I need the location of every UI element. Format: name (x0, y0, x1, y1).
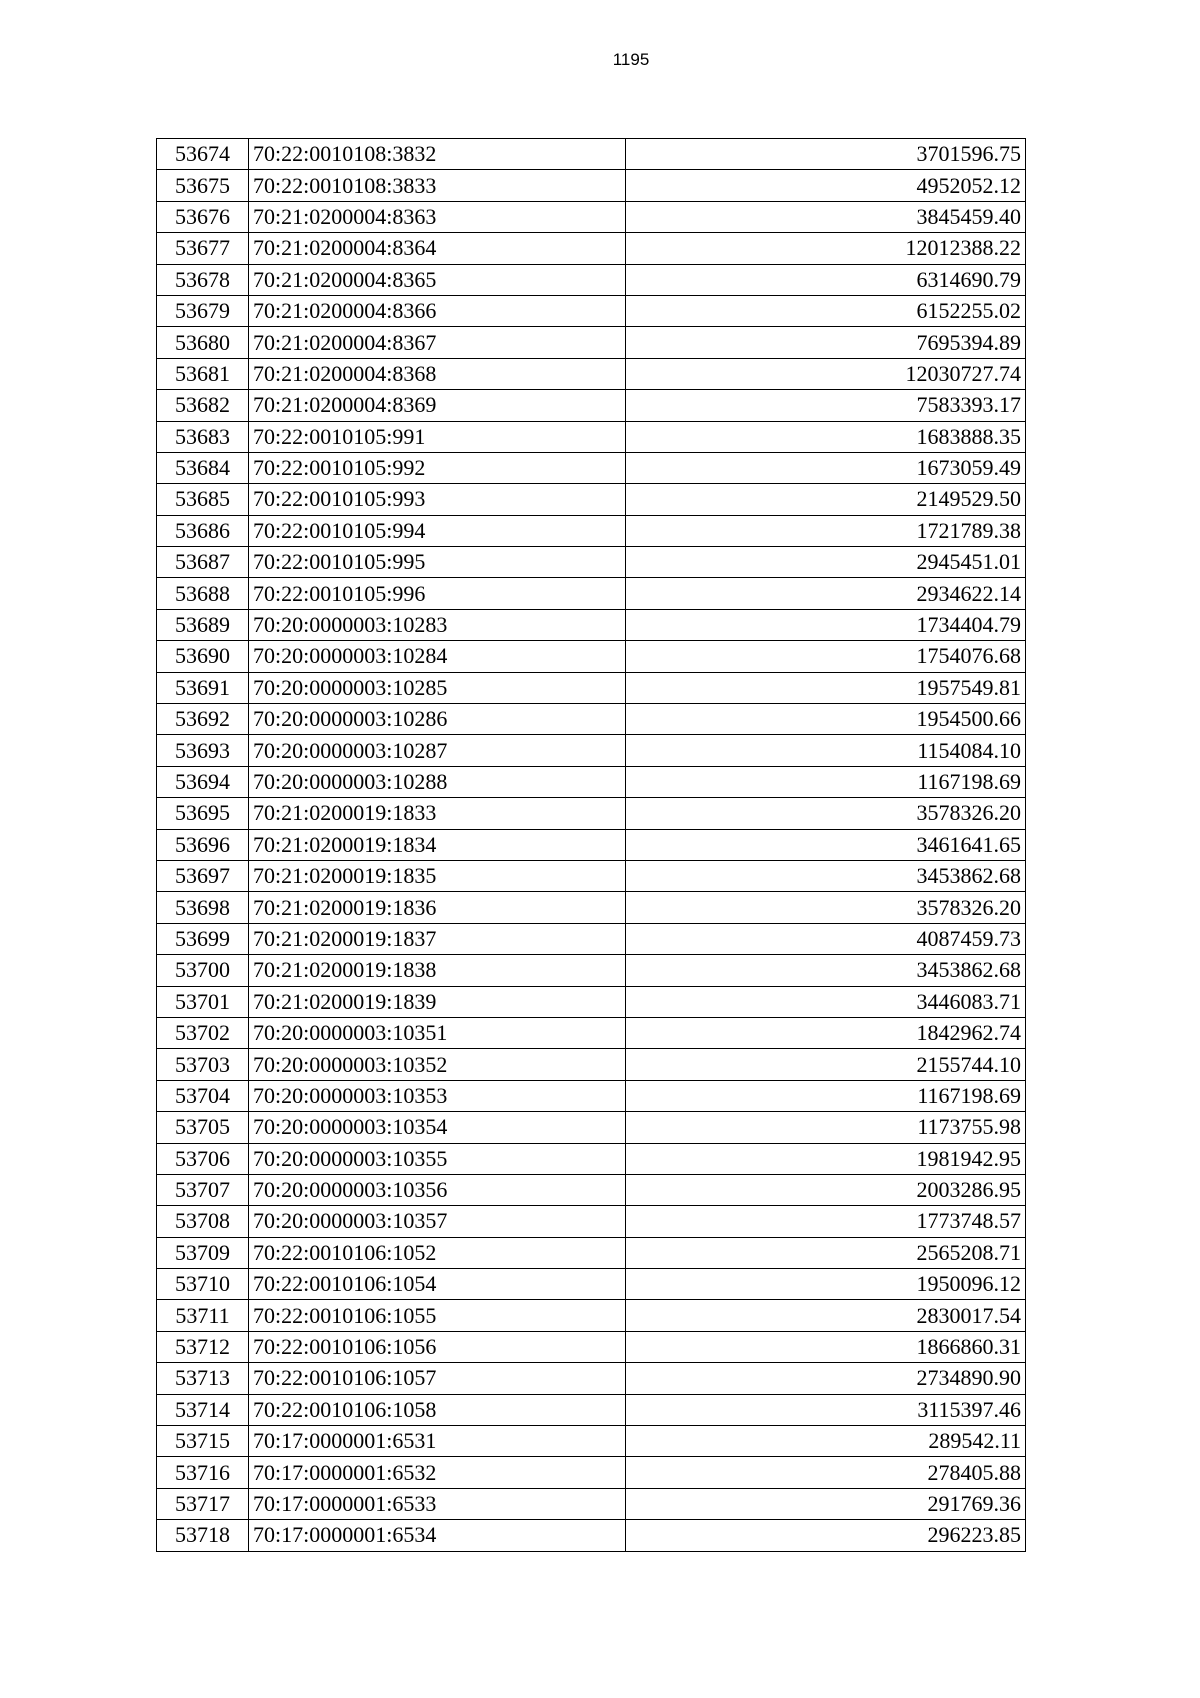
cadastral-value-cell: 2565208.71 (626, 1237, 1026, 1268)
cadastral-number-cell: 70:17:0000001:6531 (249, 1426, 626, 1457)
cadastral-value-cell: 1957549.81 (626, 672, 1026, 703)
cadastral-value-cell: 1167198.69 (626, 1080, 1026, 1111)
cadastral-value-cell: 3446083.71 (626, 986, 1026, 1017)
cadastral-number-cell: 70:22:0010106:1055 (249, 1300, 626, 1331)
cadastral-number-cell: 70:22:0010106:1052 (249, 1237, 626, 1268)
table-row (157, 1237, 1026, 1268)
row-number-cell: 53708 (157, 1206, 249, 1237)
table-row (157, 955, 1026, 986)
cadastral-number-cell: 70:22:0010105:996 (249, 578, 626, 609)
row-number-cell: 53706 (157, 1143, 249, 1174)
cadastral-number-cell: 70:17:0000001:6533 (249, 1488, 626, 1519)
row-number-cell: 53681 (157, 358, 249, 389)
cadastral-value-cell: 4952052.12 (626, 170, 1026, 201)
row-number-cell: 53698 (157, 892, 249, 923)
cadastral-number-cell: 70:20:0000003:10288 (249, 766, 626, 797)
row-number-cell: 53699 (157, 923, 249, 954)
cadastral-value-cell: 1950096.12 (626, 1269, 1026, 1300)
cadastral-number-cell: 70:22:0010105:991 (249, 421, 626, 452)
cadastral-value-cell: 278405.88 (626, 1457, 1026, 1488)
cadastral-number-cell: 70:21:0200019:1838 (249, 955, 626, 986)
row-number-cell: 53691 (157, 672, 249, 703)
table-row (157, 986, 1026, 1017)
table-row (157, 295, 1026, 326)
row-number-cell: 53693 (157, 735, 249, 766)
cadastral-value-cell: 1954500.66 (626, 704, 1026, 735)
cadastral-value-cell: 2149529.50 (626, 484, 1026, 515)
cadastral-number-cell: 70:20:0000003:10352 (249, 1049, 626, 1080)
table-row (157, 515, 1026, 546)
cadastral-value-cell: 3578326.20 (626, 892, 1026, 923)
table-row (157, 1143, 1026, 1174)
cadastral-value-cell: 2734890.90 (626, 1363, 1026, 1394)
row-number-cell: 53716 (157, 1457, 249, 1488)
table-row (157, 264, 1026, 295)
table-row (157, 1394, 1026, 1425)
row-number-cell: 53694 (157, 766, 249, 797)
cadastral-number-cell: 70:21:0200004:8368 (249, 358, 626, 389)
cadastral-number-cell: 70:21:0200004:8366 (249, 295, 626, 326)
cadastral-number-cell: 70:22:0010105:994 (249, 515, 626, 546)
cadastral-value-cell: 1773748.57 (626, 1206, 1026, 1237)
cadastral-number-cell: 70:20:0000003:10283 (249, 609, 626, 640)
table-row (157, 170, 1026, 201)
cadastral-value-cell: 3115397.46 (626, 1394, 1026, 1425)
row-number-cell: 53704 (157, 1080, 249, 1111)
table-row (157, 547, 1026, 578)
cadastral-number-cell: 70:21:0200004:8369 (249, 390, 626, 421)
cadastral-value-cell: 296223.85 (626, 1520, 1026, 1551)
row-number-cell: 53690 (157, 641, 249, 672)
row-number-cell: 53675 (157, 170, 249, 201)
row-number-cell: 53709 (157, 1237, 249, 1268)
cadastral-number-cell: 70:22:0010106:1054 (249, 1269, 626, 1300)
row-number-cell: 53702 (157, 1017, 249, 1048)
row-number-cell: 53712 (157, 1331, 249, 1362)
row-number-cell: 53680 (157, 327, 249, 358)
table-row (157, 1520, 1026, 1551)
table-row (157, 139, 1026, 170)
table-row (157, 1426, 1026, 1457)
row-number-cell: 53711 (157, 1300, 249, 1331)
row-number-cell: 53714 (157, 1394, 249, 1425)
table-row (157, 704, 1026, 735)
cadastral-value-cell: 1981942.95 (626, 1143, 1026, 1174)
cadastral-value-cell: 12030727.74 (626, 358, 1026, 389)
cadastral-value-cell: 1734404.79 (626, 609, 1026, 640)
cadastral-number-cell: 70:20:0000003:10287 (249, 735, 626, 766)
table-row (157, 421, 1026, 452)
cadastral-number-cell: 70:20:0000003:10286 (249, 704, 626, 735)
table-row (157, 1300, 1026, 1331)
table-row (157, 484, 1026, 515)
cadastral-number-cell: 70:21:0200004:8364 (249, 233, 626, 264)
table-row (157, 1457, 1026, 1488)
table-row (157, 327, 1026, 358)
row-number-cell: 53679 (157, 295, 249, 326)
cadastral-number-cell: 70:21:0200019:1836 (249, 892, 626, 923)
cadastral-number-cell: 70:20:0000003:10357 (249, 1206, 626, 1237)
table-row (157, 1363, 1026, 1394)
table-row (157, 1206, 1026, 1237)
table-row (157, 892, 1026, 923)
row-number-cell: 53689 (157, 609, 249, 640)
cadastral-number-cell: 70:20:0000003:10285 (249, 672, 626, 703)
cadastral-number-cell: 70:20:0000003:10353 (249, 1080, 626, 1111)
cadastral-number-cell: 70:21:0200019:1834 (249, 829, 626, 860)
table-row (157, 735, 1026, 766)
table-row (157, 1112, 1026, 1143)
table-row (157, 233, 1026, 264)
row-number-cell: 53686 (157, 515, 249, 546)
cadastral-value-cell: 12012388.22 (626, 233, 1026, 264)
cadastral-value-cell: 2830017.54 (626, 1300, 1026, 1331)
table-row (157, 1174, 1026, 1205)
cadastral-number-cell: 70:17:0000001:6534 (249, 1520, 626, 1551)
cadastral-number-cell: 70:22:0010106:1056 (249, 1331, 626, 1362)
cadastral-number-cell: 70:20:0000003:10355 (249, 1143, 626, 1174)
cadastral-value-cell: 7583393.17 (626, 390, 1026, 421)
cadastral-value-cell: 1673059.49 (626, 452, 1026, 483)
row-number-cell: 53677 (157, 233, 249, 264)
table-row (157, 452, 1026, 483)
cadastral-value-cell: 3578326.20 (626, 798, 1026, 829)
cadastral-value-cell: 2945451.01 (626, 547, 1026, 578)
row-number-cell: 53684 (157, 452, 249, 483)
cadastral-number-cell: 70:21:0200004:8363 (249, 201, 626, 232)
table-row (157, 923, 1026, 954)
table-row (157, 1269, 1026, 1300)
cadastral-value-table (156, 138, 1026, 1552)
table-row (157, 766, 1026, 797)
table-row (157, 798, 1026, 829)
cadastral-number-cell: 70:20:0000003:10351 (249, 1017, 626, 1048)
cadastral-value-cell: 1683888.35 (626, 421, 1026, 452)
row-number-cell: 53696 (157, 829, 249, 860)
table-row (157, 1331, 1026, 1362)
row-number-cell: 53685 (157, 484, 249, 515)
table-row (157, 672, 1026, 703)
cadastral-number-cell: 70:22:0010108:3833 (249, 170, 626, 201)
table-row (157, 358, 1026, 389)
row-number-cell: 53692 (157, 704, 249, 735)
cadastral-value-cell: 7695394.89 (626, 327, 1026, 358)
cadastral-number-cell: 70:22:0010105:993 (249, 484, 626, 515)
table-row (157, 641, 1026, 672)
cadastral-number-cell: 70:21:0200004:8367 (249, 327, 626, 358)
cadastral-number-cell: 70:20:0000003:10354 (249, 1112, 626, 1143)
row-number-cell: 53701 (157, 986, 249, 1017)
row-number-cell: 53715 (157, 1426, 249, 1457)
row-number-cell: 53695 (157, 798, 249, 829)
cadastral-number-cell: 70:21:0200019:1837 (249, 923, 626, 954)
cadastral-value-cell: 1721789.38 (626, 515, 1026, 546)
cadastral-value-cell: 291769.36 (626, 1488, 1026, 1519)
cadastral-value-cell: 2934622.14 (626, 578, 1026, 609)
row-number-cell: 53687 (157, 547, 249, 578)
cadastral-number-cell: 70:22:0010105:995 (249, 547, 626, 578)
row-number-cell: 53705 (157, 1112, 249, 1143)
table-row (157, 829, 1026, 860)
cadastral-value-cell: 1167198.69 (626, 766, 1026, 797)
cadastral-number-cell: 70:21:0200019:1835 (249, 860, 626, 891)
row-number-cell: 53713 (157, 1363, 249, 1394)
cadastral-value-cell: 3461641.65 (626, 829, 1026, 860)
row-number-cell: 53682 (157, 390, 249, 421)
table-row (157, 201, 1026, 232)
row-number-cell: 53678 (157, 264, 249, 295)
cadastral-value-cell: 289542.11 (626, 1426, 1026, 1457)
row-number-cell: 53674 (157, 139, 249, 170)
cadastral-value-cell: 4087459.73 (626, 923, 1026, 954)
cadastral-number-cell: 70:22:0010108:3832 (249, 139, 626, 170)
row-number-cell: 53707 (157, 1174, 249, 1205)
row-number-cell: 53700 (157, 955, 249, 986)
cadastral-value-cell: 2155744.10 (626, 1049, 1026, 1080)
page-number: 1195 (612, 50, 650, 69)
cadastral-value-cell: 1842962.74 (626, 1017, 1026, 1048)
row-number-cell: 53717 (157, 1488, 249, 1519)
cadastral-value-cell: 3453862.68 (626, 955, 1026, 986)
cadastral-value-cell: 1754076.68 (626, 641, 1026, 672)
row-number-cell: 53676 (157, 201, 249, 232)
table-row (157, 578, 1026, 609)
row-number-cell: 53703 (157, 1049, 249, 1080)
cadastral-number-cell: 70:20:0000003:10356 (249, 1174, 626, 1205)
table-row (157, 1017, 1026, 1048)
cadastral-number-cell: 70:20:0000003:10284 (249, 641, 626, 672)
cadastral-number-cell: 70:22:0010105:992 (249, 452, 626, 483)
cadastral-number-cell: 70:21:0200004:8365 (249, 264, 626, 295)
table-row (157, 860, 1026, 891)
cadastral-value-cell: 1154084.10 (626, 735, 1026, 766)
cadastral-value-cell: 3701596.75 (626, 139, 1026, 170)
row-number-cell: 53688 (157, 578, 249, 609)
row-number-cell: 53697 (157, 860, 249, 891)
cadastral-value-cell: 1173755.98 (626, 1112, 1026, 1143)
cadastral-number-cell: 70:21:0200019:1833 (249, 798, 626, 829)
cadastral-value-cell: 3845459.40 (626, 201, 1026, 232)
table-row (157, 609, 1026, 640)
cadastral-value-cell: 6152255.02 (626, 295, 1026, 326)
table-row (157, 390, 1026, 421)
cadastral-value-cell: 6314690.79 (626, 264, 1026, 295)
row-number-cell: 53710 (157, 1269, 249, 1300)
cadastral-number-cell: 70:22:0010106:1058 (249, 1394, 626, 1425)
table-body (157, 139, 1026, 1552)
cadastral-number-cell: 70:22:0010106:1057 (249, 1363, 626, 1394)
cadastral-value-cell: 1866860.31 (626, 1331, 1026, 1362)
table-row (157, 1080, 1026, 1111)
row-number-cell: 53718 (157, 1520, 249, 1551)
cadastral-value-cell: 2003286.95 (626, 1174, 1026, 1205)
table-row (157, 1049, 1026, 1080)
table-row (157, 1488, 1026, 1519)
cadastral-number-cell: 70:21:0200019:1839 (249, 986, 626, 1017)
cadastral-number-cell: 70:17:0000001:6532 (249, 1457, 626, 1488)
row-number-cell: 53683 (157, 421, 249, 452)
cadastral-value-cell: 3453862.68 (626, 860, 1026, 891)
